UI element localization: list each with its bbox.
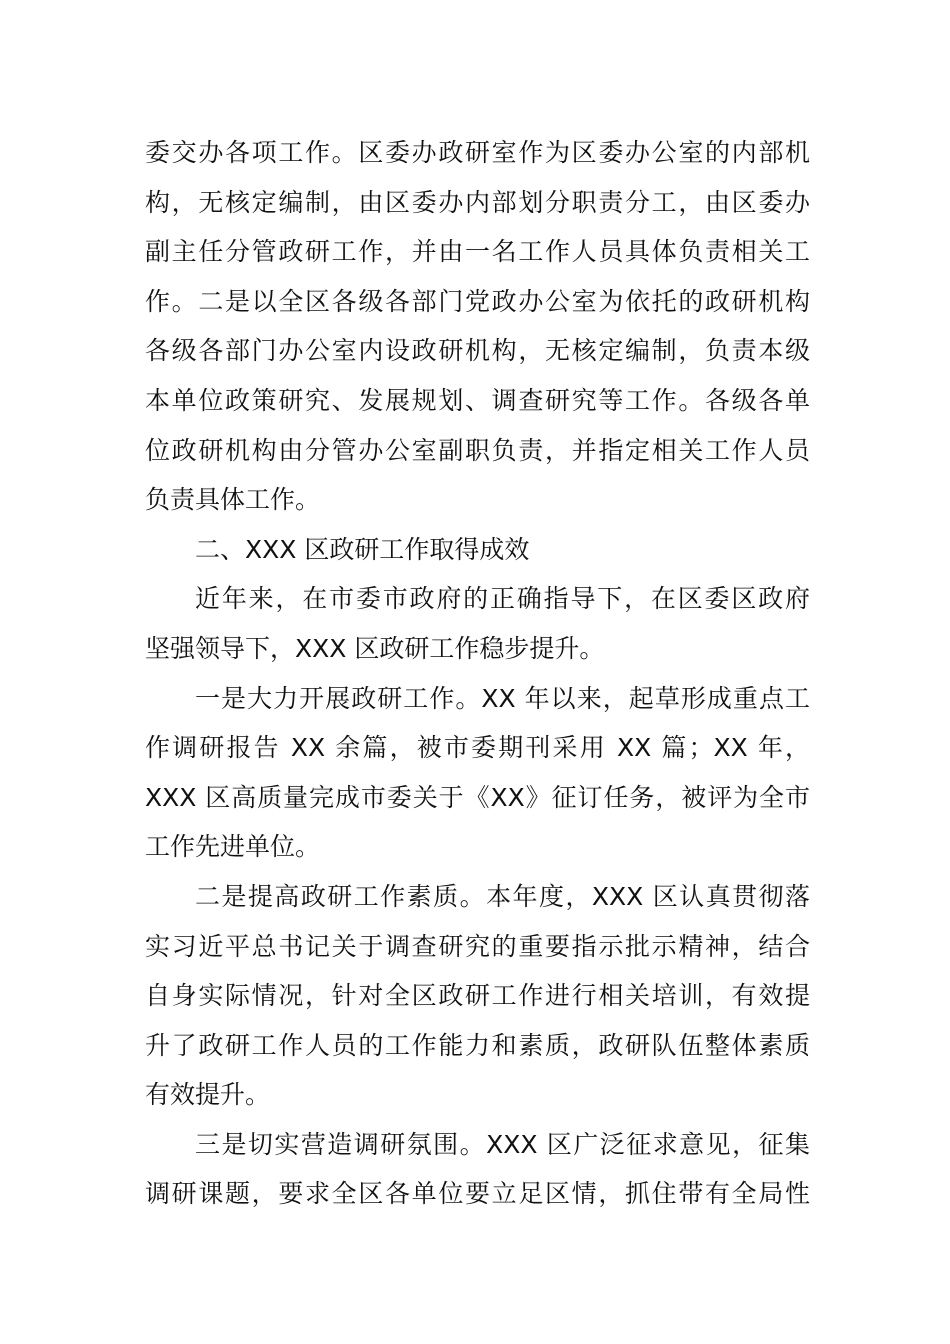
text-line: 工作先进单位。 [145,832,321,862]
text-line: 一是大力开展政研工作。XX 年以来，起草形成重点工 [195,683,810,713]
text-line: 作调研报告 XX 余篇，被市委期刊采用 XX 篇；XX 年， [145,733,810,763]
document-body [145,128,810,1219]
text-line: 各级各部门办公室内设政研机构，无核定编制，负责本级 [145,336,810,366]
text-line: 构，无核定编制，由区委办内部划分职责分工，由区委办 [145,187,810,217]
text-line: 三是切实营造调研氛围。XXX 区广泛征求意见，征集 [195,1129,810,1159]
text-line: 负责具体工作。 [145,485,321,515]
text-line: 实习近平总书记关于调查研究的重要指示批示精神，结合 [145,931,810,961]
text-line: 本单位政策研究、发展规划、调查研究等工作。各级各单 [145,385,810,415]
text-line: 作。二是以全区各级各部门党政办公室为依托的政研机构 [145,286,810,316]
text-line: 副主任分管政研工作，并由一名工作人员具体负责相关工 [145,237,810,267]
text-line: 升了政研工作人员的工作能力和素质，政研队伍整体素质 [145,1030,810,1060]
text-line: 位政研机构由分管办公室副职负责，并指定相关工作人员 [145,435,810,465]
text-line: 坚强领导下，XXX 区政研工作稳步提升。 [145,633,605,663]
text-line: 自身实际情况，针对全区政研工作进行相关培训，有效提 [145,981,810,1011]
text-line: 调研课题，要求全区各单位要立足区情，抓住带有全局性 [145,1179,810,1209]
section-heading: 二、XXX 区政研工作取得成效 [195,534,530,564]
text-line: 有效提升。 [145,1080,271,1110]
text-line: 近年来，在市委市政府的正确指导下，在区委区政府 [195,584,810,614]
text-line: 委交办各项工作。区委办政研室作为区委办公室的内部机 [145,138,810,167]
text-line: 二是提高政研工作素质。本年度，XXX 区认真贯彻落 [195,881,810,911]
text-line: XXX 区高质量完成市委关于《XX》征订任务，被评为全市 [145,782,810,812]
